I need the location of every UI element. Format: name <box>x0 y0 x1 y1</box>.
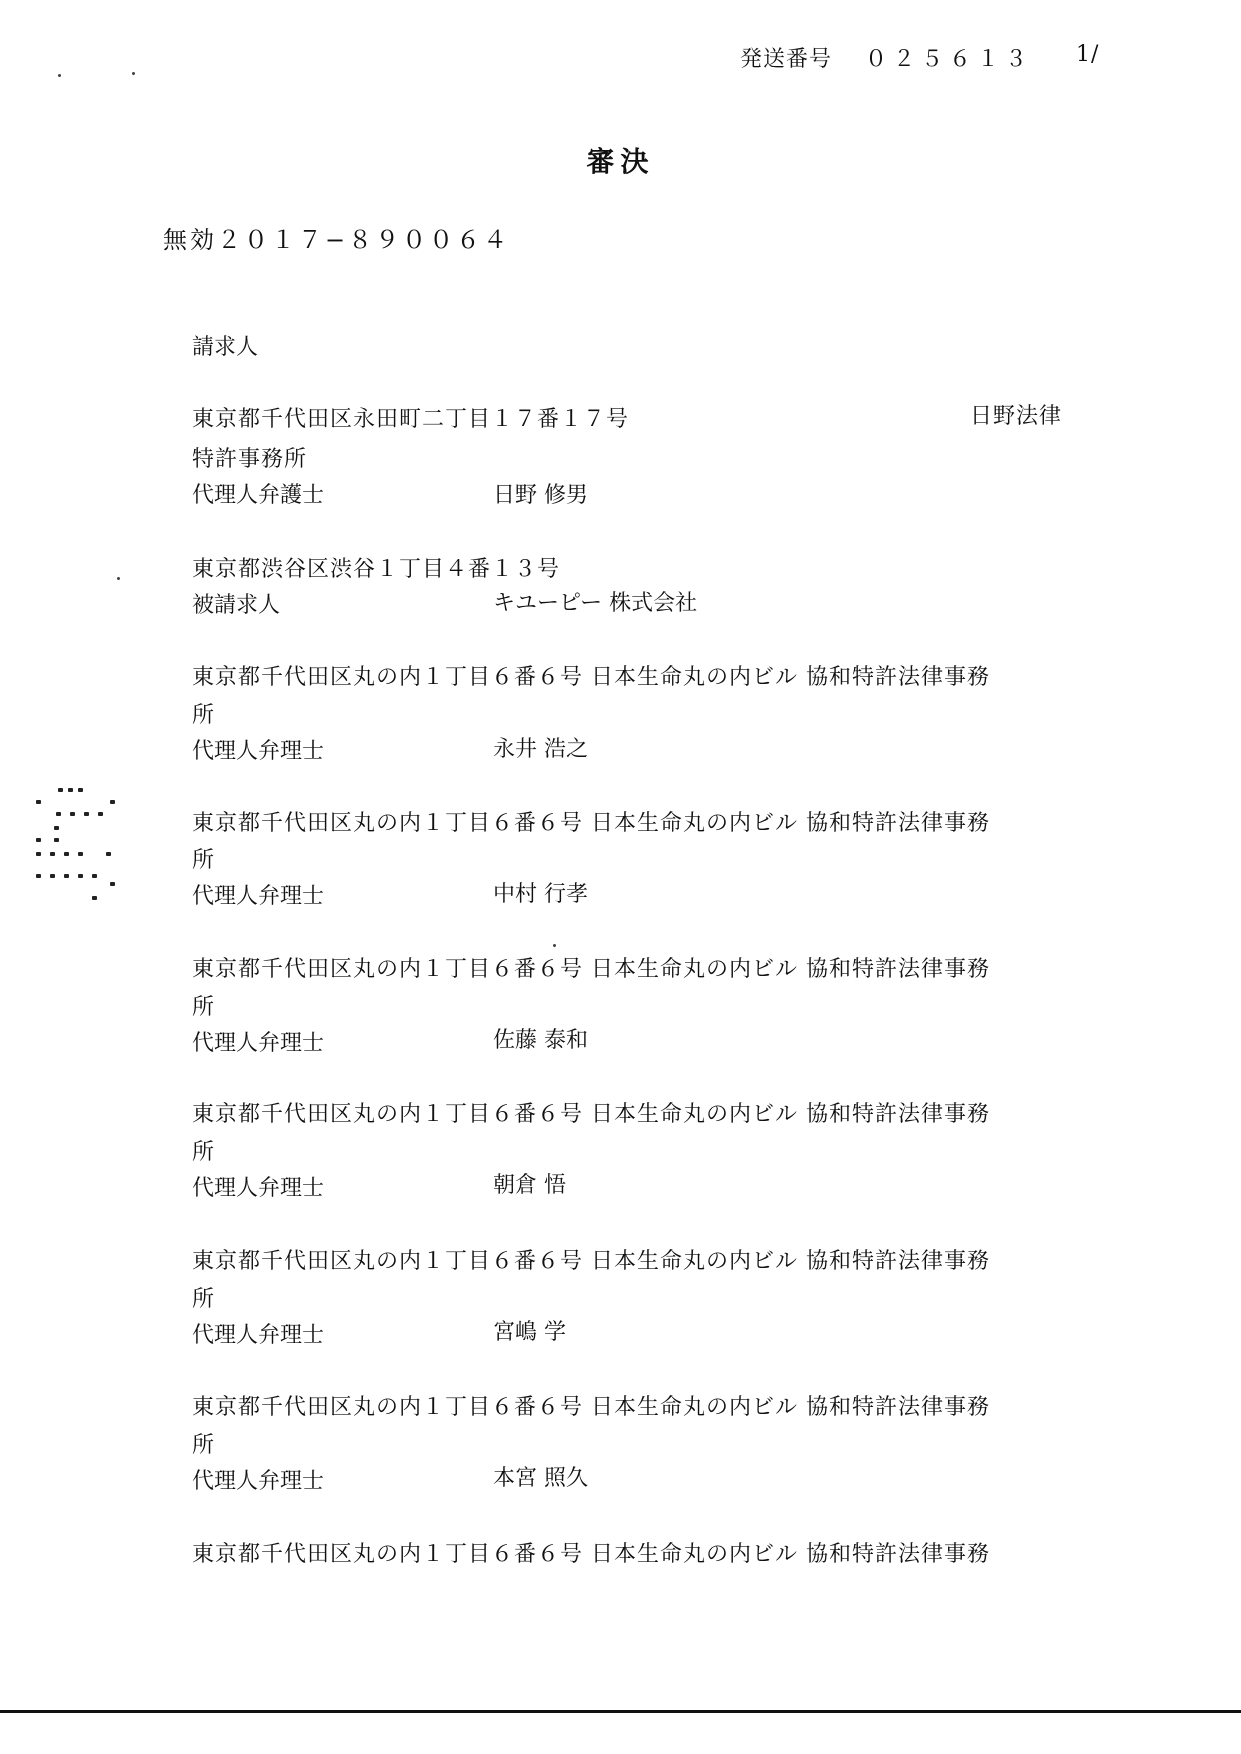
agent-address: 東京都千代田区丸の内１丁目６番６号 日本生命丸の内ビル 協和特許法律事務 <box>192 1249 990 1274</box>
demandee-address: 東京都渋谷区渋谷１丁目４番１３号 <box>192 557 561 582</box>
agent-address-cont: 所 <box>192 848 216 873</box>
agent-address: 東京都千代田区丸の内１丁目６番６号 日本生命丸の内ビル 協和特許法律事務 <box>192 957 990 982</box>
agent-role: 代理人弁理士 <box>192 884 325 909</box>
agent-name: 本宮 照久 <box>493 1466 588 1491</box>
agent-address-cont: 所 <box>192 703 216 728</box>
case-number: 無効２０１７−８９００６４ <box>163 226 511 254</box>
agent-role: 代理人弁理士 <box>192 1031 325 1056</box>
agent-role: 代理人弁理士 <box>192 1323 325 1348</box>
last-address: 東京都千代田区丸の内１丁目６番６号 日本生命丸の内ビル 協和特許法律事務 <box>192 1542 990 1567</box>
demandant-address: 東京都千代田区永田町二丁目１７番１７号 <box>192 407 630 432</box>
demandant-address-right: 日野法律 <box>970 404 1063 429</box>
agent-address-cont: 所 <box>192 1433 216 1458</box>
demandee-name: キユーピー 株式会社 <box>493 591 698 616</box>
scan-speck <box>58 74 61 77</box>
agent-address-cont: 所 <box>192 1140 216 1165</box>
agent-name: 宮嶋 学 <box>493 1320 566 1345</box>
agent-address-cont: 所 <box>192 1287 216 1312</box>
agent-address: 東京都千代田区丸の内１丁目６番６号 日本生命丸の内ビル 協和特許法律事務 <box>192 811 990 836</box>
scan-speck <box>132 72 135 75</box>
scan-dot-mark <box>36 788 126 908</box>
dispatch-label: 発送番号 <box>740 47 833 72</box>
page-number: 1/ <box>1076 42 1100 67</box>
demandee-role: 被請求人 <box>192 593 281 618</box>
document-title: 審決 <box>586 145 655 178</box>
agent-name: 永井 浩之 <box>493 737 588 762</box>
agent-name: 中村 行孝 <box>493 882 588 907</box>
agent-address: 東京都千代田区丸の内１丁目６番６号 日本生命丸の内ビル 協和特許法律事務 <box>192 1102 990 1127</box>
demandant-name: 日野 修男 <box>493 483 588 508</box>
agent-address-cont: 所 <box>192 995 216 1020</box>
demandant-address-cont: 特許事務所 <box>192 447 308 472</box>
agent-name: 朝倉 悟 <box>493 1173 566 1198</box>
dispatch-number: ０２５６１３ <box>865 47 1034 72</box>
agent-address: 東京都千代田区丸の内１丁目６番６号 日本生命丸の内ビル 協和特許法律事務 <box>192 665 990 690</box>
demandant-label: 請求人 <box>192 335 259 360</box>
agent-role: 代理人弁理士 <box>192 739 325 764</box>
agent-role: 代理人弁理士 <box>192 1469 325 1494</box>
scan-speck <box>117 577 120 580</box>
page-bottom-rule <box>0 1710 1241 1713</box>
demandant-role: 代理人弁護士 <box>192 483 325 508</box>
agent-address: 東京都千代田区丸の内１丁目６番６号 日本生命丸の内ビル 協和特許法律事務 <box>192 1395 990 1420</box>
scan-speck <box>553 944 556 947</box>
agent-role: 代理人弁理士 <box>192 1176 325 1201</box>
agent-name: 佐藤 泰和 <box>493 1028 588 1053</box>
